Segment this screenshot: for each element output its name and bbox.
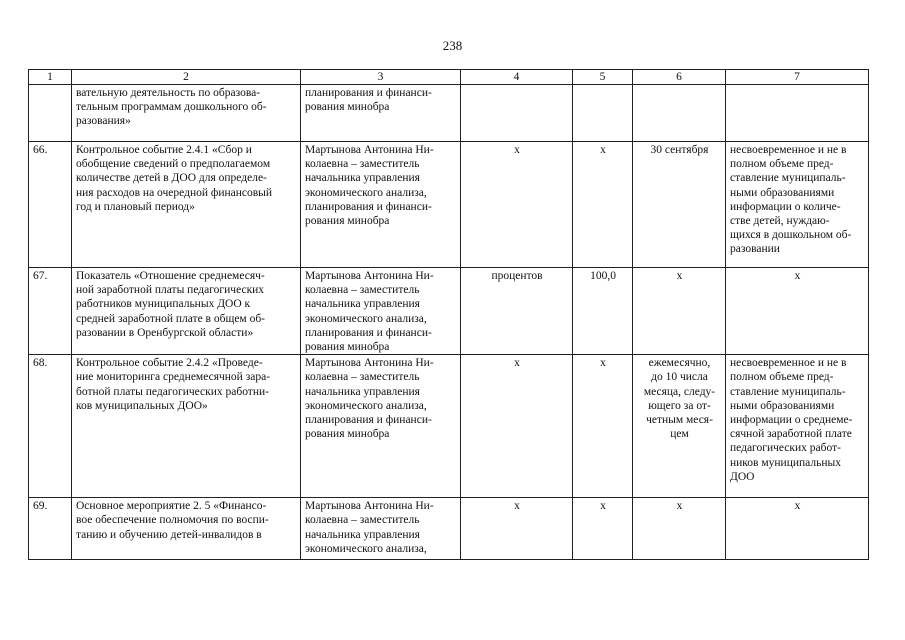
cell-number bbox=[29, 268, 72, 355]
term-line: четным меся- bbox=[646, 414, 713, 427]
cell-unit bbox=[461, 355, 573, 498]
cell-unit bbox=[461, 268, 573, 355]
responsible-line: колаевна – заместитель bbox=[305, 371, 420, 384]
unit-value: x bbox=[514, 500, 520, 513]
description-line: ков муниципальных ДОО» bbox=[76, 399, 208, 412]
term-line: ежемесячно, bbox=[648, 357, 711, 370]
risk-line: педагогических работ- bbox=[730, 442, 841, 455]
cell-unit bbox=[461, 85, 573, 142]
cell-term bbox=[633, 268, 726, 355]
risk-line: несвоевременное и не в bbox=[730, 357, 847, 370]
col-header-6: 6 bbox=[633, 70, 726, 85]
term-line: ющего за от- bbox=[648, 399, 711, 412]
cell-description bbox=[72, 142, 301, 268]
cell-description bbox=[72, 85, 301, 142]
description-line: тельным программам дошкольного об- bbox=[76, 101, 267, 114]
unit-value: процентов bbox=[491, 270, 543, 282]
description-line: вое обеспечение полномочия по воспи- bbox=[76, 514, 269, 527]
table-row bbox=[29, 355, 869, 498]
risk-line: стве детей, нуждаю- bbox=[730, 215, 830, 228]
risk-line: ников муниципальных bbox=[730, 456, 841, 469]
cell-unit bbox=[461, 498, 573, 560]
description-line: Основное мероприятие 2. 5 «Финансо- bbox=[76, 500, 267, 513]
risk-line: x bbox=[794, 270, 801, 282]
description-line: танию и обучению детей-инвалидов в bbox=[76, 528, 262, 541]
cell-responsible bbox=[301, 85, 461, 142]
target-value: 100,0 bbox=[590, 270, 616, 282]
unit-value: x bbox=[514, 357, 520, 370]
cell-number bbox=[29, 498, 72, 560]
responsible-line: Мартынова Антонина Ни- bbox=[305, 144, 434, 156]
risk-line: полном объеме пред- bbox=[730, 371, 834, 384]
target-value: x bbox=[600, 500, 606, 513]
row-number: 68. bbox=[33, 357, 48, 370]
table-row bbox=[29, 268, 869, 355]
responsible-line: планирования и финанси- bbox=[305, 414, 432, 427]
responsible-line: рования минобра bbox=[305, 341, 390, 354]
responsible-line: колаевна – заместитель bbox=[305, 158, 420, 171]
col-header-1: 1 bbox=[29, 70, 72, 85]
risk-line: полном объеме пред- bbox=[730, 158, 834, 171]
cell-description bbox=[72, 268, 301, 355]
description-line: разовании в Оренбургской области» bbox=[76, 326, 254, 339]
description-line: Контрольное событие 2.4.2 «Проведе- bbox=[76, 357, 263, 370]
table-row bbox=[29, 498, 869, 560]
risk-line: информации о количе- bbox=[730, 200, 841, 213]
description-line: ния расходов на очередной финансовый bbox=[76, 186, 273, 199]
cell-risk bbox=[726, 498, 869, 560]
table-row bbox=[29, 142, 869, 268]
responsible-line: Мартынова Антонина Ни- bbox=[305, 500, 434, 513]
col-header-4: 4 bbox=[461, 70, 573, 85]
cell-risk bbox=[726, 355, 869, 498]
risk-line: x bbox=[794, 500, 801, 513]
cell-responsible bbox=[301, 268, 461, 355]
responsible-line: экономического анализа, bbox=[305, 186, 427, 199]
cell-number bbox=[29, 142, 72, 268]
responsible-line: колаевна – заместитель bbox=[305, 514, 420, 527]
term-line: месяца, следу- bbox=[643, 385, 716, 398]
target-value: x bbox=[600, 357, 606, 370]
term-line: x bbox=[676, 500, 683, 513]
term-line: цем bbox=[670, 428, 689, 441]
plan-table bbox=[28, 69, 869, 560]
page-number: 238 bbox=[442, 38, 463, 53]
responsible-line: планирования и финанси- bbox=[305, 326, 432, 339]
term-line: до 10 числа bbox=[651, 371, 708, 384]
cell-value bbox=[573, 142, 633, 268]
description-line: обобщение сведений о предполагаемом bbox=[76, 158, 271, 171]
responsible-line: рования минобра bbox=[305, 101, 390, 114]
target-value: x bbox=[600, 144, 606, 156]
cell-term bbox=[633, 355, 726, 498]
term-line: 30 сентября bbox=[650, 144, 709, 156]
cell-responsible bbox=[301, 355, 461, 498]
responsible-line: рования минобра bbox=[305, 428, 390, 441]
description-line: разования» bbox=[76, 115, 131, 128]
cell-risk bbox=[726, 142, 869, 268]
risk-line: информации о среднеме- bbox=[730, 414, 853, 427]
cell-responsible bbox=[301, 498, 461, 560]
header-row bbox=[29, 70, 869, 85]
unit-value: x bbox=[514, 144, 520, 156]
responsible-line: начальника управления bbox=[305, 298, 420, 311]
cell-value bbox=[573, 355, 633, 498]
responsible-line: Мартынова Антонина Ни- bbox=[305, 357, 434, 370]
description-line: работников муниципальных ДОО к bbox=[76, 298, 251, 311]
description-line: ботной платы педагогических работни- bbox=[76, 385, 269, 398]
table-row bbox=[29, 85, 869, 142]
description-line: средней заработной плате в общем об- bbox=[76, 312, 266, 325]
risk-line: сячной заработной плате bbox=[730, 428, 852, 441]
risk-line: несвоевременное и не в bbox=[730, 144, 847, 156]
risk-line: щихся в дошкольном об- bbox=[730, 229, 852, 242]
row-number: 69. bbox=[33, 500, 48, 513]
cell-value bbox=[573, 85, 633, 142]
description-line: Контрольное событие 2.4.1 «Сбор и bbox=[76, 144, 252, 156]
row-number: 66. bbox=[33, 144, 48, 156]
risk-line: ставление муниципаль- bbox=[730, 385, 846, 398]
cell-number bbox=[29, 85, 72, 142]
cell-value bbox=[573, 268, 633, 355]
risk-line: ДОО bbox=[730, 470, 755, 483]
responsible-line: начальника управления bbox=[305, 528, 420, 541]
responsible-line: планирования и финанси- bbox=[305, 200, 432, 213]
responsible-line: экономического анализа, bbox=[305, 542, 427, 555]
col-header-2: 2 bbox=[72, 70, 301, 85]
description-line: ной заработной платы педагогических bbox=[76, 284, 265, 297]
cell-term bbox=[633, 85, 726, 142]
cell-risk bbox=[726, 85, 869, 142]
cell-term bbox=[633, 498, 726, 560]
cell-unit bbox=[461, 142, 573, 268]
row-number: 67. bbox=[33, 270, 48, 282]
cell-risk bbox=[726, 268, 869, 355]
responsible-line: начальника управления bbox=[305, 172, 420, 185]
risk-line: разовании bbox=[730, 243, 780, 256]
cell-description bbox=[72, 498, 301, 560]
risk-line: ставление муниципаль- bbox=[730, 172, 846, 185]
description-line: Показатель «Отношение среднемесяч- bbox=[76, 270, 265, 282]
col-header-5: 5 bbox=[573, 70, 633, 85]
description-line: количестве детей в ДОО для определе- bbox=[76, 172, 267, 185]
responsible-line: экономического анализа, bbox=[305, 312, 427, 325]
term-line: x bbox=[676, 270, 683, 282]
responsible-line: колаевна – заместитель bbox=[305, 284, 420, 297]
risk-line: ными образованиями bbox=[730, 186, 835, 199]
responsible-line: планирования и финанси- bbox=[305, 87, 432, 99]
risk-line: ными образованиями bbox=[730, 399, 835, 412]
description-line: вательную деятельность по образова- bbox=[76, 87, 261, 99]
col-header-3: 3 bbox=[301, 70, 461, 85]
responsible-line: рования минобра bbox=[305, 215, 390, 228]
description-line: ние мониторинга среднемесячной зара- bbox=[76, 371, 271, 384]
cell-number bbox=[29, 355, 72, 498]
cell-term bbox=[633, 142, 726, 268]
cell-responsible bbox=[301, 142, 461, 268]
responsible-line: начальника управления bbox=[305, 385, 420, 398]
description-line: год и плановый период» bbox=[76, 200, 195, 213]
responsible-line: Мартынова Антонина Ни- bbox=[305, 270, 434, 282]
cell-description bbox=[72, 355, 301, 498]
cell-value bbox=[573, 498, 633, 560]
col-header-7: 7 bbox=[726, 70, 869, 85]
responsible-line: экономического анализа, bbox=[305, 399, 427, 412]
